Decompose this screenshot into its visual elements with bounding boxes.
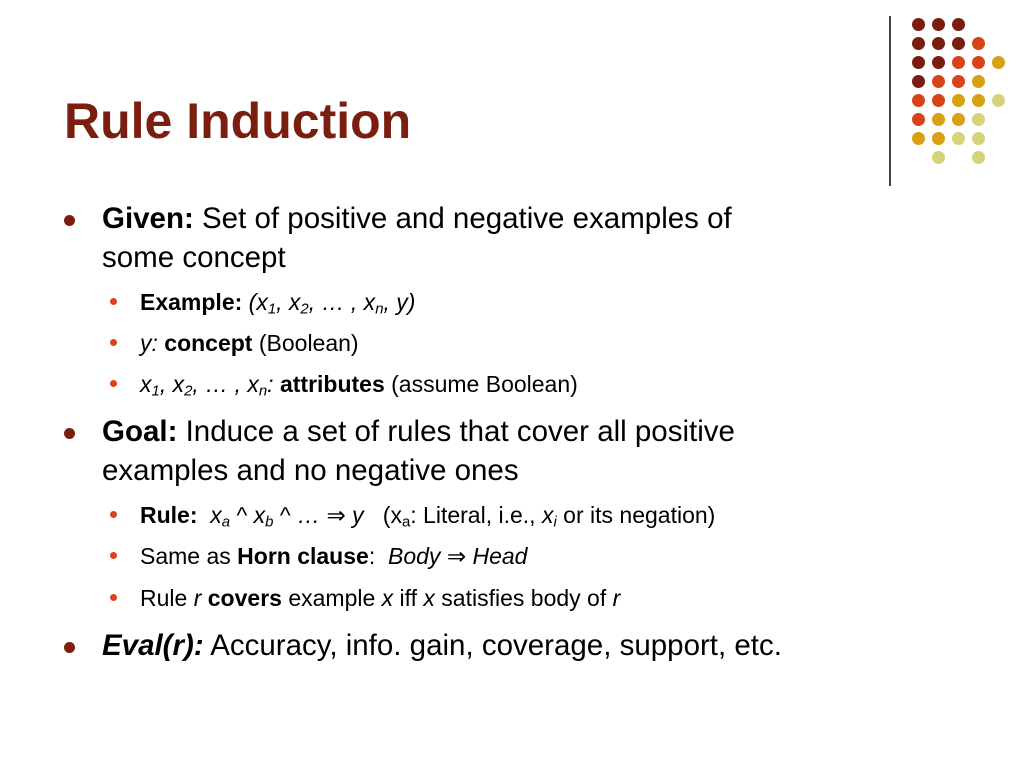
- covers-var: x: [381, 585, 394, 611]
- covers-item: [140, 584, 620, 612]
- decorative-dot: [912, 37, 925, 50]
- decorative-dot: [932, 37, 945, 50]
- implies-symbol: ⇒: [326, 502, 346, 528]
- subscript: 2: [300, 300, 309, 318]
- rule-text: …: [297, 502, 327, 528]
- decorative-dot: [932, 94, 945, 107]
- body-term: Body: [387, 543, 441, 569]
- bullet-goal: [64, 428, 75, 439]
- rule-text: (x: [382, 502, 402, 528]
- decorative-dot: [932, 56, 945, 69]
- given-label: Given:: [102, 202, 194, 235]
- rule-text: y: [345, 502, 364, 528]
- decorative-dot: [952, 94, 965, 107]
- decorative-dot: [972, 56, 985, 69]
- horn-clause-item: [140, 542, 527, 570]
- subscript: i: [553, 513, 557, 531]
- covers-text: satisfies body of: [434, 585, 613, 611]
- attributes-item: [140, 370, 578, 398]
- horn-clause-term: Horn clause: [237, 543, 369, 569]
- rule-text: or its negation): [556, 502, 716, 528]
- decorative-dot: [912, 56, 925, 69]
- decorative-dot: [972, 151, 985, 164]
- decorative-dot: [932, 113, 945, 126]
- attributes-term: attributes: [279, 371, 385, 397]
- decorative-dot: [992, 56, 1005, 69]
- bullet-eval: [64, 642, 75, 653]
- eval-text: Accuracy, info. gain, coverage, support, etc.: [203, 629, 782, 662]
- bullet-covers: [110, 594, 117, 601]
- boolean-text: (Boolean): [252, 330, 359, 356]
- covers-text: iff: [393, 585, 424, 611]
- example-label: Example:: [140, 289, 243, 315]
- y-variable: y:: [140, 330, 158, 356]
- eval-line: [102, 626, 782, 665]
- horn-text: :: [368, 543, 376, 569]
- bullet-example: [110, 298, 117, 305]
- bullet-given: [64, 215, 75, 226]
- decorative-dot: [972, 94, 985, 107]
- given-text-1: Set of positive and negative examples of: [193, 202, 732, 235]
- given-line-2: some concept: [102, 241, 286, 274]
- decorative-dot: [912, 132, 925, 145]
- head-term: Head: [466, 543, 528, 569]
- concept-term: concept: [164, 330, 253, 356]
- decorative-dot: [952, 18, 965, 31]
- rule-label: Rule:: [140, 502, 198, 528]
- rule-text: ^: [230, 502, 254, 528]
- subscript: n: [258, 382, 268, 400]
- decorative-dot: [932, 151, 945, 164]
- covers-var: x: [423, 585, 435, 611]
- given-line-1: [102, 199, 732, 238]
- goal-line-2: examples and no negative ones: [102, 454, 519, 487]
- example-text: , … , x: [308, 289, 376, 315]
- example-text: , x: [276, 289, 301, 315]
- subscript: a: [221, 513, 231, 531]
- covers-text: example: [281, 585, 382, 611]
- rule-text: : Literal, i.e.,: [410, 502, 542, 528]
- rule-text: x: [210, 502, 222, 528]
- goal-label: Goal:: [102, 415, 178, 448]
- attr-text: x: [140, 371, 152, 397]
- decorative-dot: [932, 18, 945, 31]
- implies-symbol: ⇒: [446, 543, 467, 569]
- rule-text: x: [541, 502, 554, 528]
- rule-text: ^: [273, 502, 298, 528]
- bullet-attributes: [110, 380, 117, 387]
- goal-line-1: [102, 412, 735, 451]
- decorative-dot: [952, 56, 965, 69]
- subscript: 1: [267, 300, 277, 318]
- subscript: 2: [184, 382, 193, 400]
- goal-text-1: Induce a set of rules that cover all positive: [177, 415, 735, 448]
- subscript: b: [265, 513, 274, 531]
- horn-text: Same as: [140, 543, 238, 569]
- subscript: n: [375, 300, 384, 318]
- decorative-dot: [952, 113, 965, 126]
- covers-text: Rule: [140, 585, 194, 611]
- example-text: , y): [383, 289, 416, 315]
- covers-var: r: [193, 585, 202, 611]
- covers-var: r: [612, 585, 621, 611]
- subscript: a: [401, 513, 411, 531]
- attr-text: :: [267, 371, 274, 397]
- assume-boolean-text: (assume Boolean): [384, 371, 578, 397]
- bullet-y-concept: [110, 339, 117, 346]
- example-item: [140, 288, 415, 316]
- decorative-dot: [952, 132, 965, 145]
- decorative-dot: [992, 94, 1005, 107]
- attr-text: , x: [159, 371, 185, 397]
- decorative-dot: [912, 18, 925, 31]
- subscript: 1: [151, 382, 160, 400]
- attr-text: , … , x: [192, 371, 259, 397]
- covers-term: covers: [207, 585, 282, 611]
- decorative-dot: [912, 75, 925, 88]
- decorative-dot: [972, 37, 985, 50]
- decorative-dot: [952, 37, 965, 50]
- decorative-dot: [932, 75, 945, 88]
- example-text: (x: [242, 289, 268, 315]
- rule-item: [140, 501, 715, 529]
- bullet-horn-clause: [110, 552, 117, 559]
- decorative-dot: [912, 94, 925, 107]
- rule-text: x: [253, 502, 266, 528]
- decorative-dot: [952, 75, 965, 88]
- decorative-dot: [912, 113, 925, 126]
- decorative-dot: [932, 132, 945, 145]
- bullet-rule: [110, 511, 117, 518]
- decorative-dot: [972, 113, 985, 126]
- eval-label: Eval(r):: [102, 629, 204, 662]
- y-concept-item: [140, 329, 359, 357]
- decorative-dot-grid: [0, 0, 1024, 190]
- decorative-dot: [972, 75, 985, 88]
- decorative-dot: [972, 132, 985, 145]
- slide-title: Rule Induction: [64, 93, 412, 149]
